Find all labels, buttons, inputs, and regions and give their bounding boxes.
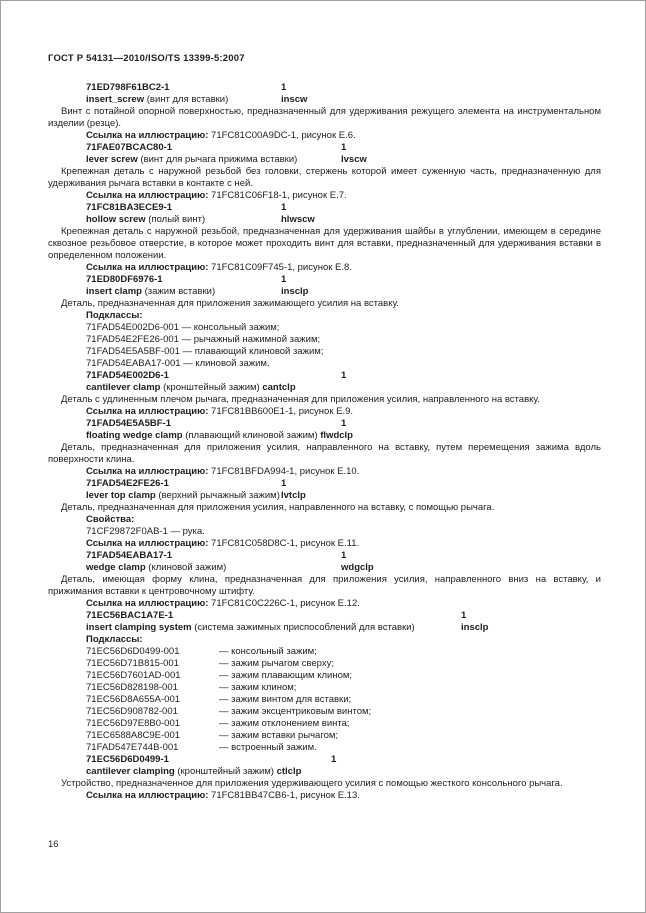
entry-code-line — [48, 478, 601, 490]
entry-code-line — [48, 754, 601, 766]
entry-code-line — [48, 202, 601, 214]
text-segment: (кронштейный зажим) — [160, 382, 263, 393]
definition-paragraph — [48, 502, 601, 514]
text-segment-bold: 71FC81BA3ECE9-1 — [86, 202, 173, 213]
term-line — [48, 622, 601, 634]
illustration-ref — [48, 262, 601, 274]
term-line — [48, 490, 601, 502]
text-segment: — зажим отклонением винта; — [219, 718, 350, 729]
text-segment-bold: lvtclp — [281, 490, 306, 501]
text-segment: 71FAD54E5A5BF-001 — плавающий клиновой зажим; — [86, 346, 324, 357]
text-segment: (система зажимных приспособлений для вставки) — [191, 622, 415, 633]
text-segment: (полый винт) — [145, 214, 206, 225]
text-segment: — встроенный зажим. — [219, 742, 317, 753]
text-segment-bold: 1 — [341, 550, 347, 561]
text-segment-bold: 71FAD54E002D6-1 — [86, 370, 169, 381]
text-segment: (зажим вставки) — [141, 286, 216, 297]
text-segment: 71FC81BFDA994-1, рисунок Е.10. — [208, 466, 360, 477]
text-segment: (винт для рычага прижима вставки) — [137, 154, 298, 165]
text-segment: Винт с потайной опорной поверхностью, предназначенный для удерживания режущего элемента на инструментальном изделии (резце). — [48, 106, 601, 129]
entry-code-line — [48, 274, 601, 286]
subclass-item — [48, 706, 601, 718]
illustration-ref — [48, 466, 601, 478]
text-segment-bold: Свойства: — [86, 514, 135, 525]
text-segment: Крепежная деталь с наружной резьбой без головки, стержень которой имеет суженную часть, предназначенную для удерживания рычага вставки в контакте с ней. — [48, 166, 601, 189]
term-line — [48, 214, 601, 226]
subclass-item — [48, 718, 601, 730]
text-segment: — зажим винтом для вставки; — [219, 694, 352, 705]
subclass-item — [48, 694, 601, 706]
term-line — [48, 154, 601, 166]
text-segment-bold: Ссылка на иллюстрацию: — [86, 130, 209, 141]
definition-paragraph — [48, 574, 601, 598]
text-segment: Устройство, предназначенное для приложения удерживающего усилия с помощью жесткого консольного рычага. — [61, 778, 563, 789]
illustration-ref — [48, 190, 601, 202]
text-segment: 71EC56D8A655A-001 — [86, 694, 181, 705]
text-segment: 71FC81BB600E1-1, рисунок Е.9. — [208, 406, 354, 417]
text-segment-bold: Ссылка на иллюстрацию: — [86, 790, 209, 801]
term-line — [48, 382, 601, 394]
text-segment: 71FC81C058D8C-1, рисунок Е.11. — [208, 538, 360, 549]
illustration-ref — [48, 598, 601, 610]
text-segment: 71FC81C09F745-1, рисунок Е.8. — [208, 262, 352, 273]
text-segment: — зажим клином; — [219, 682, 297, 693]
text-segment-bold: 71ED80DF6976-1 — [86, 274, 163, 285]
text-segment-bold: insclp — [281, 286, 309, 297]
illustration-ref — [48, 130, 601, 142]
text-segment: 71FAD54E002D6-001 — консольный зажим; — [86, 322, 280, 333]
text-segment: Деталь, предназначенная для приложения усилия, направленного на вставку, путем перемещения зажима вдоль поверхности клина. — [48, 442, 601, 465]
text-segment: Деталь, имеющая форму клина, предназначенная для приложения усилия, направленного вниз на вставку, и прижимания вставки к центровочному штифту. — [48, 574, 601, 597]
text-segment-bold: insclp — [461, 622, 489, 633]
text-segment-bold: inscw — [281, 94, 308, 105]
definition-paragraph — [48, 226, 601, 262]
property-item — [48, 526, 601, 538]
text-segment-bold: 71FAD54E5A5BF-1 — [86, 418, 172, 429]
text-segment-bold: floating wedge clamp — [86, 430, 183, 441]
text-segment: (кронштейный зажим) — [174, 766, 277, 777]
text-segment-bold: insert clamping system — [86, 622, 192, 633]
text-segment: 71FC81C00A9DC-1, рисунок Е.6. — [208, 130, 356, 141]
text-segment-bold: Ссылка на иллюстрацию: — [86, 538, 209, 549]
entry-code-line — [48, 142, 601, 154]
page-number: 16 — [48, 839, 59, 850]
subclass-item — [48, 346, 601, 358]
entry-code-line — [48, 550, 601, 562]
text-segment-bold: hlwscw — [281, 214, 315, 225]
term-line — [48, 286, 601, 298]
text-segment-bold: 71ED798F61BC2-1 — [86, 82, 170, 93]
text-segment-bold: 1 — [281, 82, 287, 93]
text-segment: — зажим эксцентриковым винтом; — [219, 706, 372, 717]
text-segment: 71FC81C06F18-1, рисунок Е.7. — [208, 190, 347, 201]
text-segment-bold: Ссылка на иллюстрацию: — [86, 598, 209, 609]
text-segment-bold: lever screw — [86, 154, 138, 165]
text-segment-bold: 1 — [341, 142, 347, 153]
document-header: ГОСТ Р 54131—2010/ISO/TS 13399-5:2007 — [48, 53, 245, 64]
illustration-ref — [48, 538, 601, 550]
text-segment: — зажим рычагом сверху; — [219, 658, 334, 669]
text-segment-bold: 71EC56BAC1A7E-1 — [86, 610, 174, 621]
text-segment: Крепежная деталь с наружной резьбой, предназначенная для удерживания шайбы в углублении, имеющем в середине сквозное резьбовое отверстие, в которое может проходить винт для вставки, предназначенный для удерживания вставки в определенном положении. — [48, 226, 601, 261]
definition-paragraph — [48, 106, 601, 130]
definition-paragraph — [48, 442, 601, 466]
text-segment-bold: wedge clamp — [86, 562, 146, 573]
subclass-item — [48, 670, 601, 682]
text-segment: (винт для вставки) — [144, 94, 229, 105]
text-segment-bold: wdgclp — [341, 562, 374, 573]
subclass-item — [48, 334, 601, 346]
text-segment: — консольный зажим; — [219, 646, 317, 657]
text-segment-bold: insert clamp — [86, 286, 142, 297]
text-segment-bold: insert_screw — [86, 94, 145, 105]
term-line — [48, 94, 601, 106]
text-segment: 71EC6588A8C9E-001 — [86, 730, 181, 741]
text-segment-bold: Ссылка на иллюстрацию: — [86, 406, 209, 417]
subclasses-label — [48, 310, 601, 322]
illustration-ref — [48, 406, 601, 418]
text-segment-bold: flwdclp — [320, 430, 353, 441]
text-segment-bold: 1 — [461, 610, 467, 621]
subclass-item — [48, 646, 601, 658]
text-segment: 71FAD54EABA17-001 — клиновой зажим. — [86, 358, 270, 369]
definition-paragraph — [48, 394, 601, 406]
subclasses-label — [48, 634, 601, 646]
text-segment-bold: Ссылка на иллюстрацию: — [86, 262, 209, 273]
text-segment-bold: 71FAD54E2FE26-1 — [86, 478, 169, 489]
entry-code-line — [48, 610, 601, 622]
text-segment-bold: 71FAD54EABA17-1 — [86, 550, 173, 561]
text-segment-bold: 71FAE07BCAC80-1 — [86, 142, 173, 153]
properties-label — [48, 514, 601, 526]
text-segment: — зажим плавающим клином; — [219, 670, 353, 681]
text-segment-bold: Ссылка на иллюстрацию: — [86, 466, 209, 477]
text-segment: Деталь, предназначенная для приложения зажимающего усилия на вставку. — [61, 298, 399, 309]
subclass-item — [48, 322, 601, 334]
text-segment-bold: ctlclp — [276, 766, 302, 777]
text-segment: 71EC56D71B815-001 — [86, 658, 179, 669]
text-segment-bold: cantilever clamping — [86, 766, 175, 777]
text-segment-bold: 71EC56D6D0499-1 — [86, 754, 169, 765]
text-segment: (плавающий клиновой зажим) — [182, 430, 321, 441]
subclass-item — [48, 730, 601, 742]
definition-paragraph — [48, 166, 601, 190]
subclass-item — [48, 358, 601, 370]
text-segment: 71FAD54E2FE26-001 — рычажный нажимной зажим; — [86, 334, 321, 345]
text-segment-bold: 1 — [341, 418, 347, 429]
term-line — [48, 766, 601, 778]
text-segment-bold: Ссылка на иллюстрацию: — [86, 190, 209, 201]
term-line — [48, 430, 601, 442]
subclass-item — [48, 742, 601, 754]
text-segment: 71EC56D908782-001 — [86, 706, 178, 717]
text-segment: 71EC56D97E8B0-001 — [86, 718, 181, 729]
text-segment: 71EC56D6D0499-001 — [86, 646, 180, 657]
term-line — [48, 562, 601, 574]
entry-code-line — [48, 370, 601, 382]
text-segment: 71FAD547E744B-001 — [86, 742, 179, 753]
text-segment-bold: cantclp — [262, 382, 296, 393]
text-segment: Деталь, предназначенная для приложения усилия, направленного на вставку, с помощью рычага. — [61, 502, 495, 513]
definition-paragraph — [48, 298, 601, 310]
subclass-item — [48, 658, 601, 670]
text-segment: 71EC56D828198-001 — [86, 682, 178, 693]
entry-code-line — [48, 82, 601, 94]
text-segment-bold: Подклассы: — [86, 310, 143, 321]
text-segment: 71FC81C0C226C-1, рисунок Е.12. — [208, 598, 360, 609]
text-segment: 71FC81BB47CB6-1, рисунок Е.13. — [208, 790, 360, 801]
text-segment: (клиновой зажим) — [145, 562, 227, 573]
subclass-item — [48, 682, 601, 694]
text-segment-bold: 1 — [281, 202, 287, 213]
text-segment-bold: 1 — [341, 370, 347, 381]
document-blocks — [48, 82, 601, 802]
text-segment-bold: 1 — [331, 754, 337, 765]
text-segment: (верхний рычажный зажим) — [155, 490, 280, 501]
text-segment-bold: lvscw — [341, 154, 367, 165]
text-segment: 71EC56D7601AD-001 — [86, 670, 181, 681]
entry-code-line — [48, 418, 601, 430]
text-segment: Деталь с удлиненным плечом рычага, предназначенная для приложения усилия, направленного на вставку. — [61, 394, 540, 405]
definition-paragraph — [48, 778, 601, 790]
text-segment: 71CF29872F0AB-1 — рука. — [86, 526, 205, 537]
text-segment-bold: lever top clamp — [86, 490, 156, 501]
text-segment-bold: 1 — [281, 478, 287, 489]
text-segment: — зажим вставки рычагом; — [219, 730, 339, 741]
illustration-ref — [48, 790, 601, 802]
text-segment-bold: cantilever clamp — [86, 382, 161, 393]
text-segment-bold: Подклассы: — [86, 634, 143, 645]
text-segment-bold: hollow screw — [86, 214, 146, 225]
text-segment-bold: 1 — [281, 274, 287, 285]
